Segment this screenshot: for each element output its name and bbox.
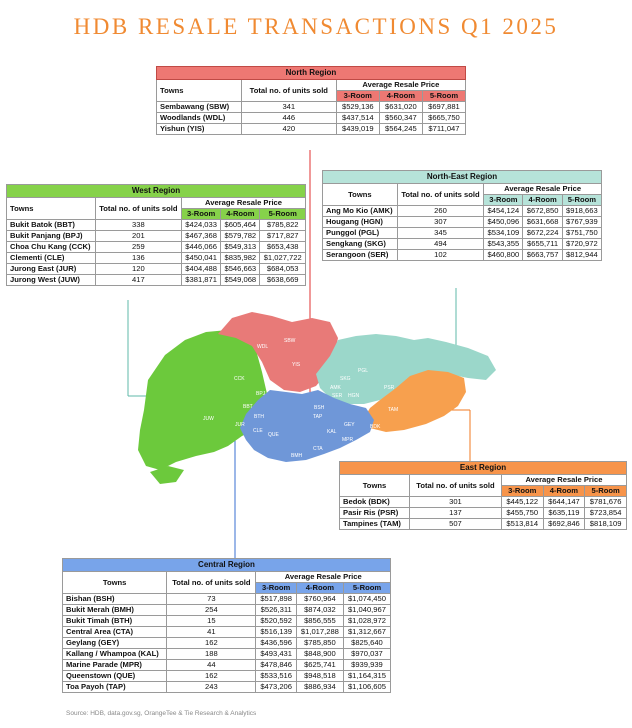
map-label-bdk: BDK bbox=[370, 424, 381, 430]
town-name: Toa Payoh (TAP) bbox=[63, 682, 167, 693]
table-row bbox=[7, 253, 306, 264]
map-label-pgl: PGL bbox=[358, 368, 369, 374]
town-name: Sembawang (SBW) bbox=[157, 102, 242, 113]
map-label-mpr: MPR bbox=[342, 437, 354, 443]
source-note: Source: HDB, data.gov.sg, OrangeTee & Tie Research & Analytics bbox=[66, 710, 257, 717]
table-row bbox=[63, 594, 391, 605]
price-5room: $818,109 bbox=[585, 519, 627, 530]
town-name: Clementi (CLE) bbox=[7, 253, 96, 264]
price-3room: $534,109 bbox=[484, 228, 523, 239]
room3-header: 3-Room bbox=[501, 486, 543, 497]
price-3room: $473,206 bbox=[256, 682, 296, 693]
avg-price-header: Average Resale Price bbox=[484, 184, 602, 195]
town-name: Bedok (BDK) bbox=[340, 497, 410, 508]
units-sold: 137 bbox=[409, 508, 501, 519]
map-label-bsh: BSH bbox=[314, 405, 325, 411]
region-title: West Region bbox=[7, 185, 306, 198]
price-4room: $625,741 bbox=[296, 660, 343, 671]
map-label-hgn: HGN bbox=[348, 393, 360, 399]
price-3room: $478,846 bbox=[256, 660, 296, 671]
table-row bbox=[63, 616, 391, 627]
map-label-juw: JUW bbox=[203, 416, 214, 422]
town-name: Woodlands (WDL) bbox=[157, 113, 242, 124]
price-4room: $655,711 bbox=[523, 239, 562, 250]
price-3room: $381,871 bbox=[182, 275, 221, 286]
price-5room: $720,972 bbox=[562, 239, 601, 250]
units-sold: 341 bbox=[241, 102, 336, 113]
avg-price-header: Average Resale Price bbox=[501, 475, 626, 486]
towns-header: Towns bbox=[157, 80, 242, 102]
north-region-table bbox=[156, 66, 466, 135]
price-5room: $1,074,450 bbox=[343, 594, 390, 605]
towns-header: Towns bbox=[340, 475, 410, 497]
map-label-que: QUE bbox=[268, 432, 279, 438]
price-4room: $635,119 bbox=[543, 508, 585, 519]
price-3room: $454,124 bbox=[484, 206, 523, 217]
table-row bbox=[7, 220, 306, 231]
price-3room: $424,033 bbox=[182, 220, 221, 231]
price-3room: $533,516 bbox=[256, 671, 296, 682]
towns-header: Towns bbox=[323, 184, 398, 206]
town-name: Bukit Batok (BBT) bbox=[7, 220, 96, 231]
price-5room: $1,028,972 bbox=[343, 616, 390, 627]
map-label-jur: JUR bbox=[235, 422, 245, 428]
units-sold: 243 bbox=[167, 682, 256, 693]
price-5room: $665,750 bbox=[422, 113, 465, 124]
region-title: Central Region bbox=[63, 559, 391, 572]
price-5room: $812,944 bbox=[562, 250, 601, 261]
price-5room: $697,881 bbox=[422, 102, 465, 113]
total-units-header: Total no. of units sold bbox=[95, 198, 181, 220]
price-4room: $549,068 bbox=[221, 275, 260, 286]
map-label-bpj: BPJ bbox=[256, 391, 266, 397]
price-4room: $564,245 bbox=[379, 124, 422, 135]
total-units-header: Total no. of units sold bbox=[397, 184, 484, 206]
price-3room: $520,592 bbox=[256, 616, 296, 627]
east-region-rows bbox=[340, 497, 627, 530]
map-label-psr: PSR bbox=[384, 385, 395, 391]
table-row bbox=[157, 102, 466, 113]
units-sold: 338 bbox=[95, 220, 181, 231]
units-sold: 259 bbox=[95, 242, 181, 253]
units-sold: 102 bbox=[397, 250, 484, 261]
town-name: Serangoon (SER) bbox=[323, 250, 398, 261]
town-name: Pasir Ris (PSR) bbox=[340, 508, 410, 519]
west-region-shape bbox=[138, 330, 270, 470]
table-row bbox=[323, 228, 602, 239]
units-sold: 188 bbox=[167, 649, 256, 660]
price-4room: $948,518 bbox=[296, 671, 343, 682]
price-3room: $467,368 bbox=[182, 231, 221, 242]
room4-header: 4-Room bbox=[523, 195, 562, 206]
east-region-table bbox=[339, 461, 627, 530]
town-name: Central Area (CTA) bbox=[63, 627, 167, 638]
price-4room: $848,900 bbox=[296, 649, 343, 660]
room5-header: 5-Room bbox=[562, 195, 601, 206]
room5-header: 5-Room bbox=[585, 486, 627, 497]
table-row bbox=[63, 638, 391, 649]
units-sold: 162 bbox=[167, 638, 256, 649]
price-4room: $785,850 bbox=[296, 638, 343, 649]
table-row bbox=[340, 519, 627, 530]
price-5room: $723,854 bbox=[585, 508, 627, 519]
price-4room: $672,224 bbox=[523, 228, 562, 239]
table-row bbox=[157, 113, 466, 124]
town-name: Queenstown (QUE) bbox=[63, 671, 167, 682]
price-5room: $751,750 bbox=[562, 228, 601, 239]
table-row bbox=[7, 231, 306, 242]
price-4room: $760,964 bbox=[296, 594, 343, 605]
price-3room: $446,066 bbox=[182, 242, 221, 253]
price-4room: $886,934 bbox=[296, 682, 343, 693]
room4-header: 4-Room bbox=[221, 209, 260, 220]
table-row bbox=[340, 508, 627, 519]
price-4room: $631,020 bbox=[379, 102, 422, 113]
price-4room: $835,982 bbox=[221, 253, 260, 264]
region-title: North Region bbox=[157, 67, 466, 80]
region-title: North-East Region bbox=[323, 171, 602, 184]
units-sold: 41 bbox=[167, 627, 256, 638]
units-sold: 15 bbox=[167, 616, 256, 627]
units-sold: 446 bbox=[241, 113, 336, 124]
units-sold: 494 bbox=[397, 239, 484, 250]
west-region-table bbox=[6, 184, 306, 286]
town-name: Punggol (PGL) bbox=[323, 228, 398, 239]
table-row bbox=[157, 124, 466, 135]
map-label-sbw: SBW bbox=[284, 338, 296, 344]
units-sold: 254 bbox=[167, 605, 256, 616]
map-label-kal: KAL bbox=[327, 429, 337, 435]
price-4room: $546,663 bbox=[221, 264, 260, 275]
units-sold: 44 bbox=[167, 660, 256, 671]
units-sold: 201 bbox=[95, 231, 181, 242]
table-row bbox=[63, 671, 391, 682]
table-row bbox=[63, 605, 391, 616]
price-3room: $439,019 bbox=[336, 124, 379, 135]
price-3room: $455,750 bbox=[501, 508, 543, 519]
price-4room: $560,347 bbox=[379, 113, 422, 124]
price-5room: $653,438 bbox=[260, 242, 306, 253]
avg-price-header: Average Resale Price bbox=[336, 80, 465, 91]
price-4room: $644,147 bbox=[543, 497, 585, 508]
room4-header: 4-Room bbox=[296, 583, 343, 594]
room3-header: 3-Room bbox=[182, 209, 221, 220]
units-sold: 301 bbox=[409, 497, 501, 508]
price-5room: $684,053 bbox=[260, 264, 306, 275]
price-3room: $529,136 bbox=[336, 102, 379, 113]
town-name: Hougang (HGN) bbox=[323, 217, 398, 228]
room5-header: 5-Room bbox=[260, 209, 306, 220]
price-3room: $445,122 bbox=[501, 497, 543, 508]
units-sold: 420 bbox=[241, 124, 336, 135]
north-east-region-rows bbox=[323, 206, 602, 261]
price-5room: $970,037 bbox=[343, 649, 390, 660]
units-sold: 507 bbox=[409, 519, 501, 530]
map-label-bbt: BBT bbox=[243, 404, 253, 410]
town-name: Sengkang (SKG) bbox=[323, 239, 398, 250]
price-3room: $460,800 bbox=[484, 250, 523, 261]
north-region-rows bbox=[157, 102, 466, 135]
west-region-rows bbox=[7, 220, 306, 286]
avg-price-header: Average Resale Price bbox=[182, 198, 306, 209]
price-5room: $767,939 bbox=[562, 217, 601, 228]
price-3room: $526,311 bbox=[256, 605, 296, 616]
map-label-cta: CTA bbox=[313, 446, 323, 452]
table-row bbox=[63, 682, 391, 693]
room4-header: 4-Room bbox=[379, 91, 422, 102]
table-row bbox=[7, 275, 306, 286]
price-3room: $404,488 bbox=[182, 264, 221, 275]
map-label-gey: GEY bbox=[344, 422, 355, 428]
price-5room: $1,027,722 bbox=[260, 253, 306, 264]
table-row bbox=[63, 660, 391, 671]
table-row bbox=[63, 649, 391, 660]
price-3room: $450,096 bbox=[484, 217, 523, 228]
map-label-bmh: BMH bbox=[291, 453, 303, 459]
units-sold: 345 bbox=[397, 228, 484, 239]
price-5room: $638,669 bbox=[260, 275, 306, 286]
price-5room: $825,640 bbox=[343, 638, 390, 649]
price-3room: $516,139 bbox=[256, 627, 296, 638]
price-5room: $939,939 bbox=[343, 660, 390, 671]
price-3room: $517,898 bbox=[256, 594, 296, 605]
town-name: Bishan (BSH) bbox=[63, 594, 167, 605]
west-island-shape bbox=[150, 466, 184, 484]
towns-header: Towns bbox=[63, 572, 167, 594]
map-label-skg: SKG bbox=[340, 376, 351, 382]
town-name: Ang Mo Kio (AMK) bbox=[323, 206, 398, 217]
town-name: Choa Chu Kang (CCK) bbox=[7, 242, 96, 253]
region-title: East Region bbox=[340, 462, 627, 475]
price-3room: $437,514 bbox=[336, 113, 379, 124]
total-units-header: Total no. of units sold bbox=[409, 475, 501, 497]
price-5room: $1,040,967 bbox=[343, 605, 390, 616]
town-name: Marine Parade (MPR) bbox=[63, 660, 167, 671]
price-5room: $1,312,667 bbox=[343, 627, 390, 638]
units-sold: 136 bbox=[95, 253, 181, 264]
room4-header: 4-Room bbox=[543, 486, 585, 497]
units-sold: 260 bbox=[397, 206, 484, 217]
room5-header: 5-Room bbox=[343, 583, 390, 594]
room3-header: 3-Room bbox=[484, 195, 523, 206]
table-row bbox=[63, 627, 391, 638]
table-row bbox=[340, 497, 627, 508]
room3-header: 3-Room bbox=[256, 583, 296, 594]
town-name: Jurong East (JUR) bbox=[7, 264, 96, 275]
total-units-header: Total no. of units sold bbox=[167, 572, 256, 594]
price-3room: $543,355 bbox=[484, 239, 523, 250]
table-row bbox=[323, 206, 602, 217]
central-region-table bbox=[62, 558, 391, 693]
price-4room: $1,017,288 bbox=[296, 627, 343, 638]
table-row bbox=[7, 242, 306, 253]
price-5room: $711,047 bbox=[422, 124, 465, 135]
room5-header: 5-Room bbox=[422, 91, 465, 102]
price-4room: $874,032 bbox=[296, 605, 343, 616]
price-4room: $549,313 bbox=[221, 242, 260, 253]
price-4room: $605,464 bbox=[221, 220, 260, 231]
units-sold: 162 bbox=[167, 671, 256, 682]
town-name: Bukit Panjang (BPJ) bbox=[7, 231, 96, 242]
map-label-cle: CLE bbox=[253, 428, 263, 434]
page-title: HDB RESALE TRANSACTIONS Q1 2025 bbox=[73, 14, 559, 39]
north-east-region-table bbox=[322, 170, 602, 261]
price-3room: $513,814 bbox=[501, 519, 543, 530]
table-row bbox=[323, 250, 602, 261]
price-5room: $918,663 bbox=[562, 206, 601, 217]
towns-header: Towns bbox=[7, 198, 96, 220]
price-5room: $717,827 bbox=[260, 231, 306, 242]
price-4room: $663,757 bbox=[523, 250, 562, 261]
price-4room: $672,850 bbox=[523, 206, 562, 217]
avg-price-header: Average Resale Price bbox=[256, 572, 391, 583]
units-sold: 120 bbox=[95, 264, 181, 275]
map-label-bth: BTH bbox=[254, 414, 264, 420]
town-name: Bukit Merah (BMH) bbox=[63, 605, 167, 616]
price-3room: $493,431 bbox=[256, 649, 296, 660]
room3-header: 3-Room bbox=[336, 91, 379, 102]
map-label-ser: SER bbox=[332, 393, 343, 399]
map-label-tap: TAP bbox=[313, 414, 323, 420]
table-row bbox=[7, 264, 306, 275]
price-3room: $450,041 bbox=[182, 253, 221, 264]
map-label-wdl: WDL bbox=[257, 344, 269, 350]
town-name: Yishun (YIS) bbox=[157, 124, 242, 135]
price-4room: $856,555 bbox=[296, 616, 343, 627]
table-row bbox=[323, 239, 602, 250]
town-name: Geylang (GEY) bbox=[63, 638, 167, 649]
price-4room: $579,782 bbox=[221, 231, 260, 242]
map-label-cck: CCK bbox=[234, 376, 245, 382]
total-units-header: Total no. of units sold bbox=[241, 80, 336, 102]
units-sold: 417 bbox=[95, 275, 181, 286]
units-sold: 73 bbox=[167, 594, 256, 605]
town-name: Bukit Timah (BTH) bbox=[63, 616, 167, 627]
price-5room: $1,106,605 bbox=[343, 682, 390, 693]
price-4room: $631,668 bbox=[523, 217, 562, 228]
price-4room: $692,846 bbox=[543, 519, 585, 530]
price-5room: $781,676 bbox=[585, 497, 627, 508]
town-name: Jurong West (JUW) bbox=[7, 275, 96, 286]
town-name: Kallang / Whampoa (KAL) bbox=[63, 649, 167, 660]
units-sold: 307 bbox=[397, 217, 484, 228]
town-name: Tampines (TAM) bbox=[340, 519, 410, 530]
map-label-yis: YIS bbox=[292, 362, 301, 368]
map-label-amk: AMK bbox=[330, 385, 341, 391]
central-region-rows bbox=[63, 594, 391, 693]
map-label-tam: TAM bbox=[388, 407, 399, 413]
price-3room: $436,596 bbox=[256, 638, 296, 649]
table-row bbox=[323, 217, 602, 228]
price-5room: $785,822 bbox=[260, 220, 306, 231]
price-5room: $1,164,315 bbox=[343, 671, 390, 682]
